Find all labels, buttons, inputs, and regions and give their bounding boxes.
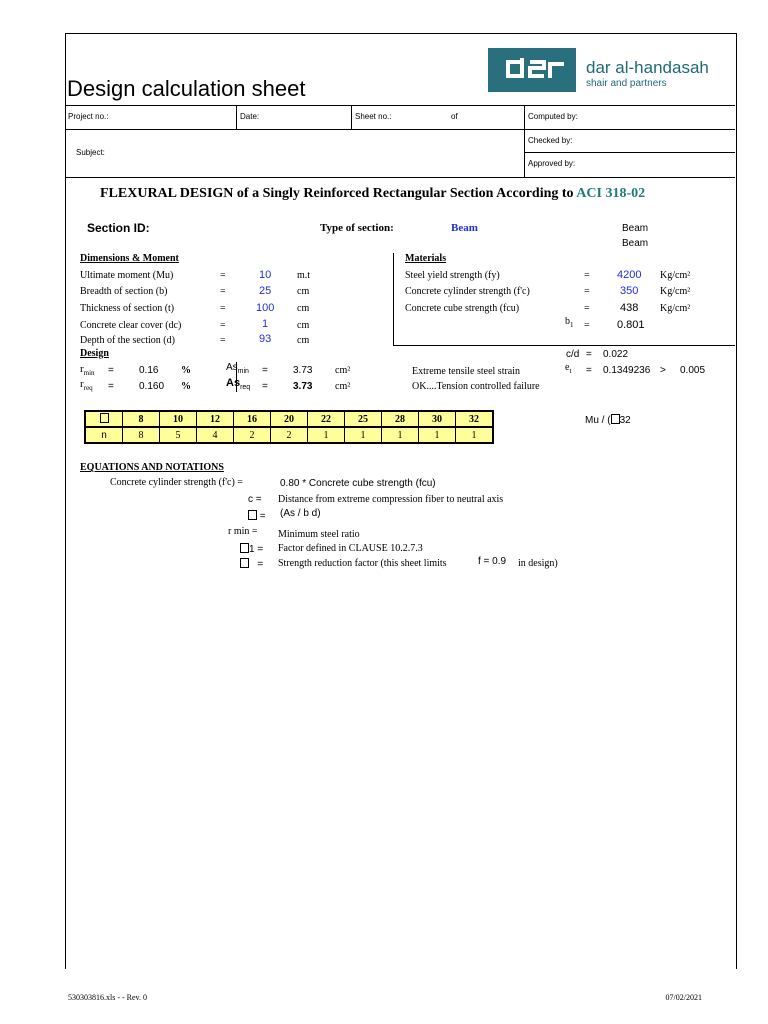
dim-eq: = [220,286,226,297]
mat-value[interactable]: 350 [620,285,639,297]
as-min-subscript: min [237,368,249,375]
dim-label: Depth of the section (d) [80,335,175,346]
mat-eq: = [584,286,590,297]
footer-date: 07/02/2021 [665,993,702,1002]
as-min-symbol [226,362,249,375]
page-title: Design calculation sheet [67,76,306,101]
mat-unit: Kg/cm² [660,303,691,314]
dim-eq: = [220,335,226,346]
mat-value[interactable]: 4200 [617,269,642,281]
as-min-value: 3.73 [293,365,313,376]
mat-label: Concrete cube strength (fcu) [405,303,520,314]
dim-label: Concrete clear cover (dc) [80,320,182,331]
mat-label: Concrete cylinder strength (f'c) [405,286,530,297]
bar-diameter: 8 [123,411,160,427]
computed-by-label: Computed by: [528,112,578,121]
beta1-letter: b [565,316,570,327]
mat-eq: = [584,303,590,314]
eq-text: (As / b d) [280,508,321,519]
dim-value[interactable]: 10 [259,269,272,281]
company-logo-mark [488,48,576,92]
rho-min-eq: = [108,365,114,376]
bar-diameter: 10 [160,411,197,427]
dim-unit: cm [297,286,310,297]
subject-label: Subject: [76,148,105,157]
strain-limit: 0.005 [680,365,706,376]
bar-count: 1 [456,427,494,443]
eq-symbol [240,558,263,570]
bar-diameter: 12 [197,411,234,427]
dim-eq: = [220,270,226,281]
dim-value[interactable]: 1 [262,318,269,330]
logo-name: dar al-handasah [586,58,709,77]
bar-count: 5 [160,427,197,443]
rho-min-subscript: min [83,369,95,378]
header-divider [236,105,237,129]
section-id-label: Section ID: [87,221,150,235]
beta1-value: 0.801 [617,319,645,331]
eq-symbol: f = 0.9 [478,556,507,567]
eq-symbol: c = [248,494,262,505]
design-code: ACI 318-02 [576,186,646,201]
mat-label: Steel yield strength (fy) [405,270,500,281]
as-min-eq: = [262,365,268,376]
eq-symbol-text: = [259,511,266,522]
dim-unit: cm [297,303,310,314]
bar-count-row [85,427,493,443]
design-heading: Design [80,348,109,359]
eq-text: Distance from extreme compression fiber to neutral axis [278,494,504,505]
n-label: n [85,427,123,443]
mat-value: 438 [620,302,639,314]
approved-by-label: Approved by: [528,159,576,168]
rho-req-unit: % [181,381,191,392]
dimensions-heading: Dimensions & Moment [80,253,179,264]
beta1-subscript: 1 [570,321,574,329]
bar-count: 2 [271,427,308,443]
project-no-label: Project no.: [68,112,109,121]
cd-label: c/d [566,349,580,360]
type-option: Beam [622,238,649,249]
eq-text: 0.80 * Concrete cube strength (fcu) [280,478,436,489]
bar-count: 1 [345,427,382,443]
equations-heading: EQUATIONS AND NOTATIONS [80,462,224,473]
as-req-value: 3.73 [293,381,313,392]
eq-symbol-text: = [257,559,264,570]
eq-text: Strength reduction factor (this sheet limits [278,558,447,569]
type-of-section-label: Type of section: [320,222,394,234]
dim-eq: = [220,303,226,314]
type-option: Beam [622,223,649,234]
bar-count: 1 [382,427,419,443]
eq-symbol-text: 1 = [249,544,264,555]
section-divider [393,345,735,346]
bar-diameter: 20 [271,411,308,427]
cd-eq: = [586,349,592,360]
logo-subtitle: shair and partners [586,78,667,89]
as-min-letters: As [226,362,238,373]
as-req-symbol [226,377,250,391]
rho-req-value: 0.160 [139,381,165,392]
cd-value: 0.022 [603,349,629,360]
bar-count: 2 [234,427,271,443]
mu-note-value: 32 [619,415,631,426]
bar-diameter: 16 [234,411,271,427]
dim-value[interactable]: 100 [256,302,275,314]
design-title [100,186,645,202]
as-req-letters: As [226,377,241,389]
mat-unit: Kg/cm² [660,286,691,297]
as-req-eq: = [262,381,268,392]
mat-unit: Kg/cm² [660,270,691,281]
as-req-unit: cm² [335,381,351,392]
strain-label: Extreme tensile steel strain [412,366,521,377]
beta1-symbol [565,316,574,329]
header-divider [65,105,735,106]
phi-cell [85,411,123,427]
rho-min-unit: % [181,365,191,376]
eq-symbol [248,510,266,522]
footer-file-info: 530303816.xls - - Rev. 0 [68,993,148,1002]
eq-symbol [240,543,263,555]
dim-unit: cm [297,320,310,331]
date-label: Date: [240,112,260,121]
strain-letter: e [565,362,570,373]
of-label: of [451,112,458,121]
dim-unit: cm [297,335,310,346]
eq-text: in design) [518,558,558,569]
rho-req-eq: = [108,381,114,392]
dim-label: Ultimate moment (Mu) [80,270,174,281]
dim-label: Breadth of section (b) [80,286,168,297]
rho-min-symbol [80,363,95,377]
dim-eq: = [220,320,226,331]
strain-compare: > [660,365,666,376]
bar-diameter-row [85,411,493,427]
bar-count-table [84,410,494,444]
strain-subscript: t [569,367,572,375]
rho-min-letter: r [80,363,84,375]
beta1-eq: = [584,320,590,331]
materials-heading: Materials [405,253,447,264]
header-divider [65,177,735,178]
eq-text: Minimum steel ratio [278,529,360,540]
beta-glyph [240,543,249,553]
strain-eq: = [586,365,592,376]
rho-req-subscript: req [83,384,93,393]
rho-min-value: 0.16 [139,365,159,376]
rho-req-letter: r [80,378,84,390]
header-divider [524,105,525,177]
bar-diameter: 30 [419,411,456,427]
bar-diameter: 22 [308,411,345,427]
bar-count: 4 [197,427,234,443]
dim-value: 93 [259,333,272,345]
phi-glyph [100,413,109,423]
bar-diameter: 25 [345,411,382,427]
dim-value[interactable]: 25 [259,285,272,297]
sheet-no-label: Sheet no.: [355,112,392,121]
eq-symbol: Concrete cylinder strength (f'c) = [110,477,243,488]
type-of-section-value[interactable]: Beam [451,222,478,234]
phi-glyph [611,414,620,424]
as-min-unit: cm² [335,365,351,376]
bar-diameter: 32 [456,411,494,427]
bar-count: 1 [419,427,456,443]
strain-value: 0.1349236 [603,365,651,376]
as-req-subscript: req [240,384,251,392]
mu-note [585,414,631,426]
phi-glyph [240,558,249,568]
header-divider [65,129,735,130]
design-title-main: FLEXURAL DESIGN of a Singly Reinforced Rectangular Section According to [100,186,574,201]
bar-count: 1 [308,427,345,443]
bar-count: 8 [123,427,160,443]
eq-text: Factor defined in CLAUSE 10.2.7.3 [278,543,423,554]
failure-status: OK....Tension controlled failure [412,381,540,392]
section-divider [393,253,394,345]
rho-glyph [248,510,257,520]
dim-unit: m.t [297,270,311,281]
mu-note-text: Mu / ( [585,415,611,426]
rho-req-symbol [80,378,93,392]
mat-eq: = [584,270,590,281]
header-divider [524,152,735,153]
bar-diameter: 28 [382,411,419,427]
dim-label: Thickness of section (t) [80,303,175,314]
header-divider [351,105,352,129]
checked-by-label: Checked by: [528,136,573,145]
strain-symbol [565,362,571,375]
eq-symbol: r min = [228,526,258,537]
